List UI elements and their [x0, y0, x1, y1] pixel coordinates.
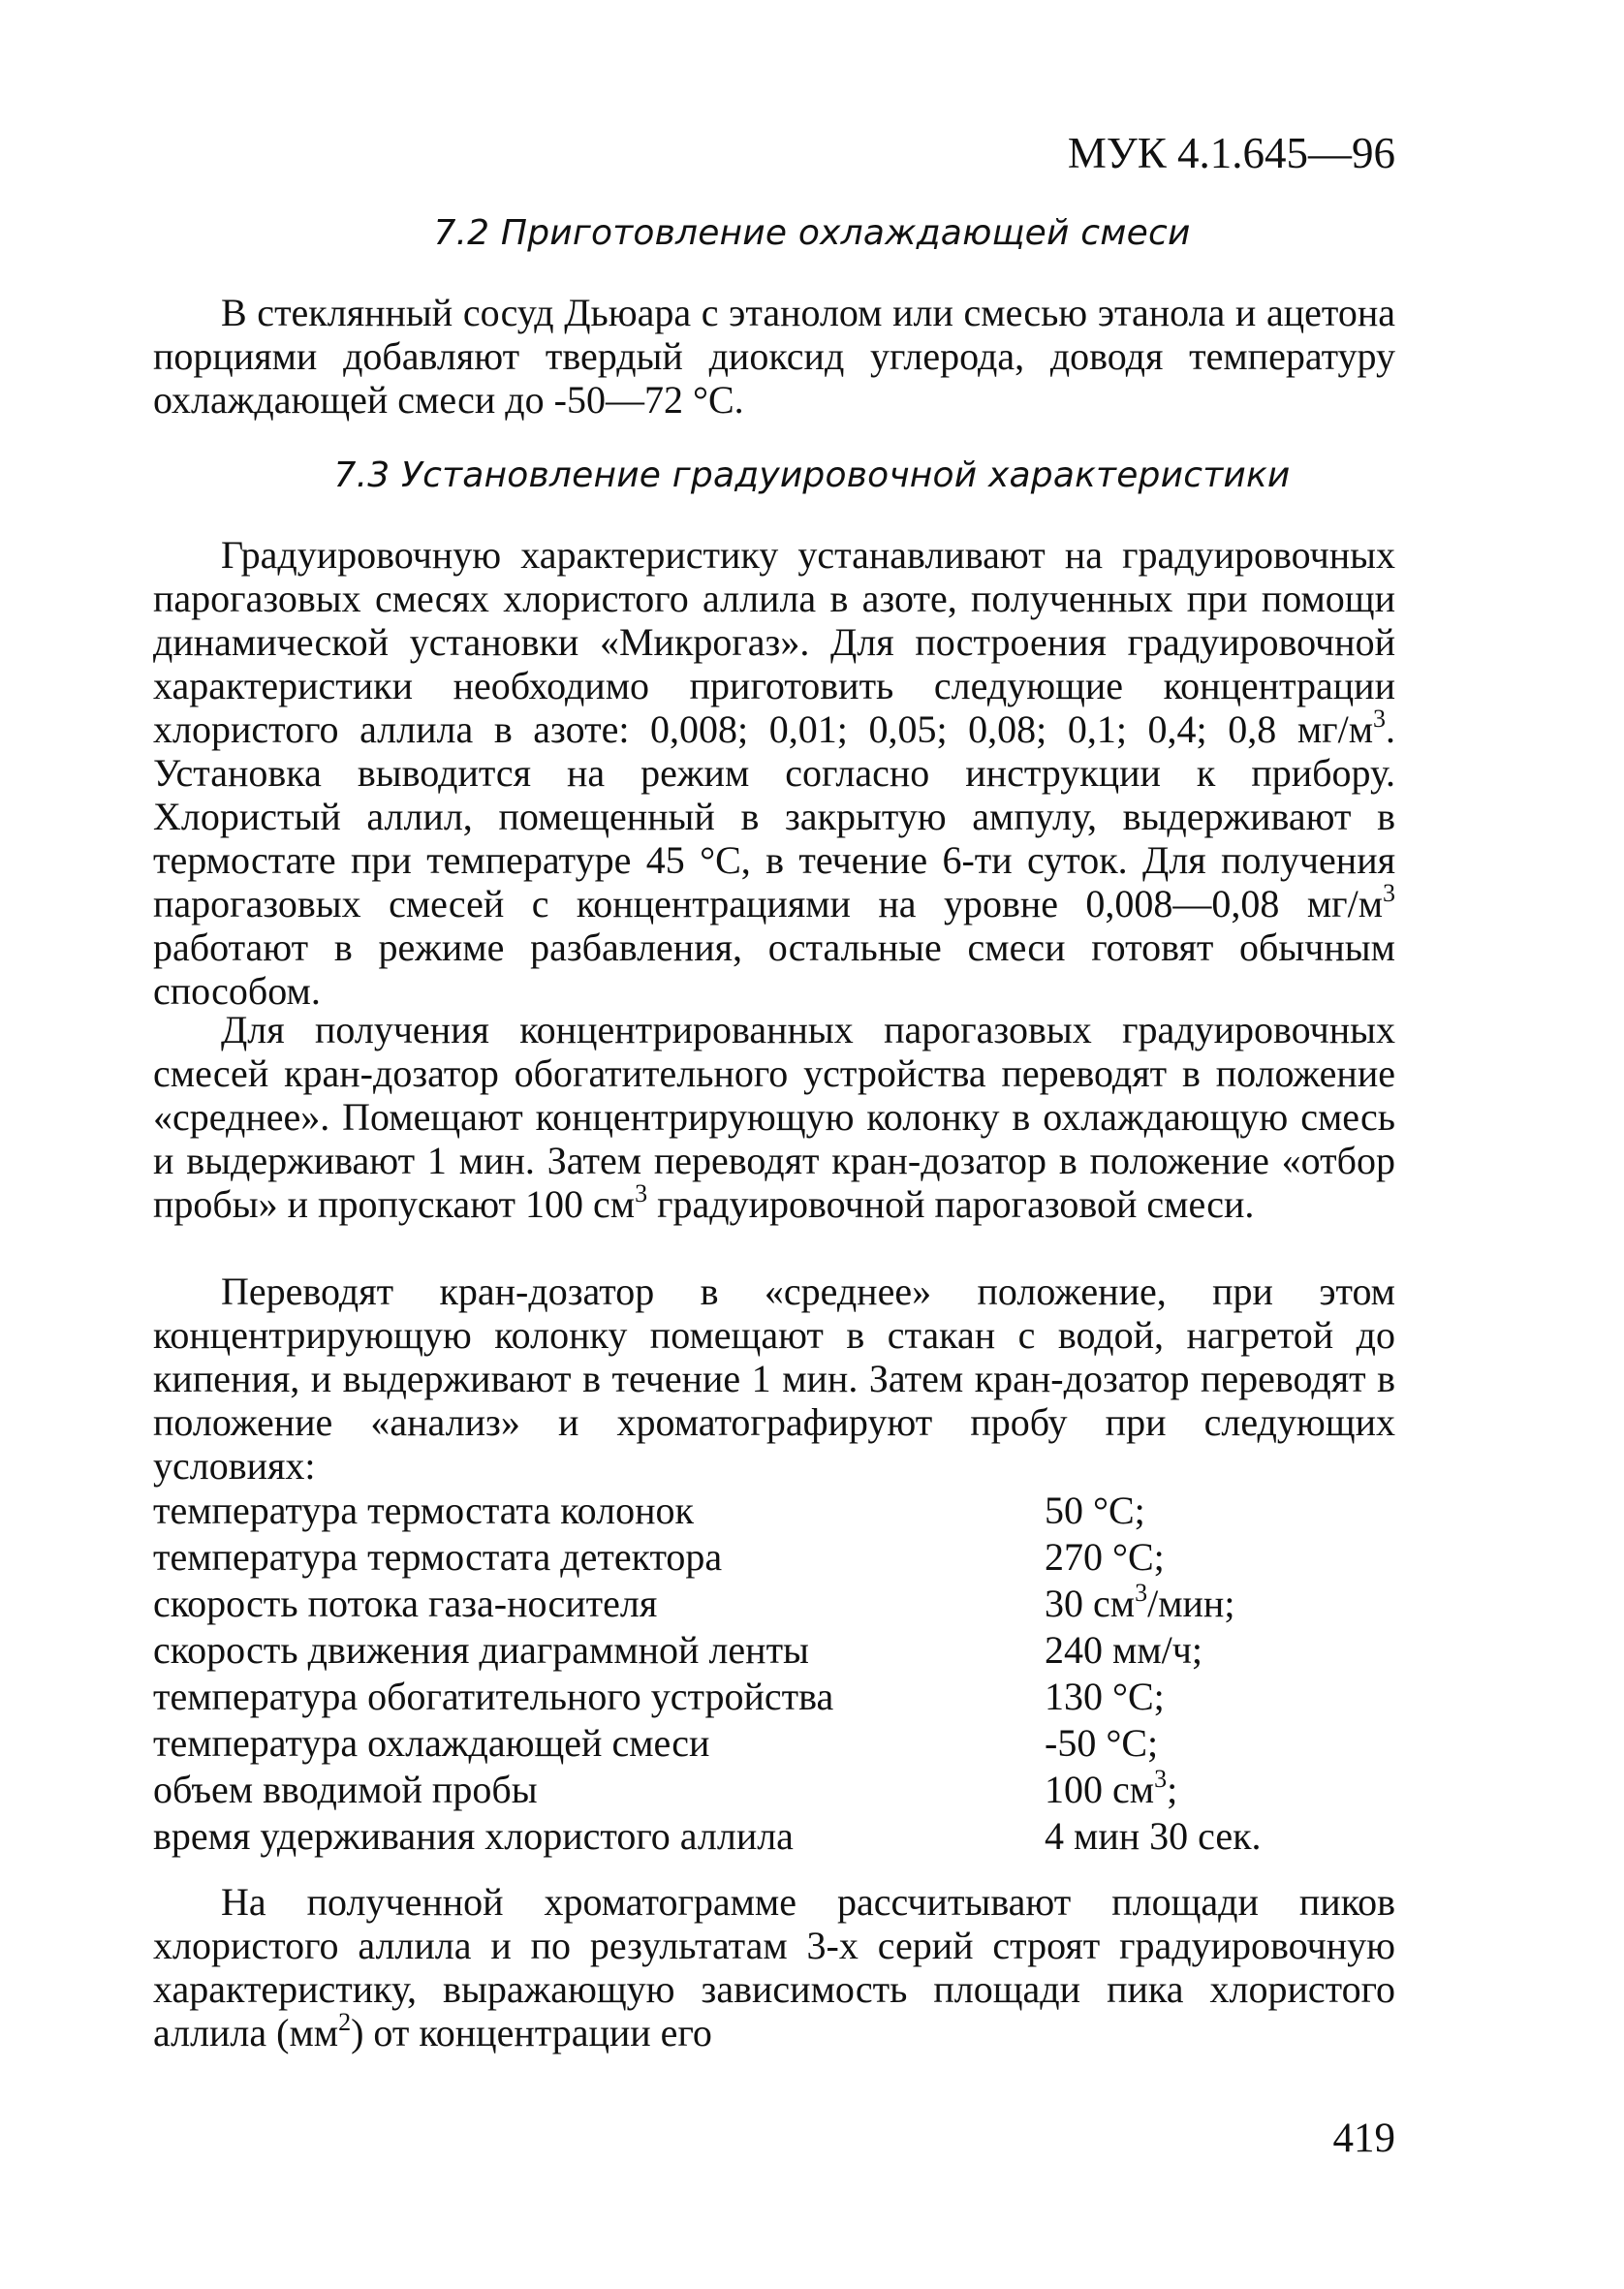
superscript: 2	[338, 2007, 352, 2036]
condition-name: скорость потока газа-носителя	[153, 1582, 658, 1625]
condition-name: объем вводимой пробы	[153, 1768, 538, 1811]
page-number: 419	[1332, 2116, 1395, 2161]
section-heading-7-2: 7.2 Приготовление охлаждающей смеси	[433, 213, 1191, 253]
conditions-table	[153, 1488, 1395, 1860]
superscript: 3	[1373, 704, 1386, 733]
section-7-2-body	[153, 291, 1395, 422]
section-heading-7-3: 7.3 Установление градуировочной характеристики	[333, 455, 1291, 495]
section-7-3-paragraph-2	[153, 1008, 1395, 1226]
condition-name: скорость движения диаграммной ленты	[153, 1628, 809, 1672]
condition-name: время удерживания хлористого аллила	[153, 1814, 794, 1858]
document-code: МУК 4.1.645—96	[1067, 129, 1395, 177]
condition-value: 30 $см^3$/мин;	[1045, 1578, 1235, 1625]
condition-value: 130 °С;	[1045, 1675, 1165, 1718]
text-run: Градуировочную характеристику устанавливают на градуировочных парогазовых смесях хлористого аллила в азоте, полученных при помощи динамической установки «Микрогаз». Для построения градуировочной характеристики необходимо приготовить следующие концентрации хлористого аллила в азоте: 0,008; 0,01; 0,05; 0,08; 0,1; 0,4; 0,8 мг/м	[153, 533, 1395, 751]
section-7-3-paragraph-1	[153, 533, 1395, 1013]
text-run: ) от концентрации его	[351, 2011, 712, 2054]
text-run: На полученной хроматограмме рассчитывают площади пиков хлористого аллила и по результатам 3-х серий строят градуировочную характеристику, выражающую зависимость площади пика хлористого аллила (мм	[153, 1880, 1395, 2054]
text-run: Для получения концентрированных парогазовых градуировочных смесей кран-дозатор обогатительного устройства переводят в положение «среднее». Помещают концентрирующую колонку в охлаждающую смесь и выдерживают 1 мин. Затем переводят кран-дозатор в положение «отбор пробы» и пропускают 100 см	[153, 1008, 1395, 1226]
condition-name: температура термостата детектора	[153, 1535, 723, 1579]
condition-row	[153, 1627, 1395, 1674]
condition-row	[153, 1488, 1395, 1534]
text-run: градуировочной парогазовой смеси.	[647, 1182, 1255, 1226]
condition-value: 240 мм/ч;	[1045, 1628, 1202, 1672]
condition-value: 50 °С;	[1045, 1489, 1145, 1532]
paragraph-peak-areas	[153, 1880, 1395, 2054]
paragraph-cooling-mixture: В стеклянный сосуд Дьюара с этанолом или смесью этанола и ацетона порциями добавляют твердый диоксид углерода, доводя температуру охлаждающей смеси до -50—72 °С.	[153, 291, 1395, 422]
section-7-3-paragraph-3	[153, 1270, 1395, 1488]
condition-row	[153, 1534, 1395, 1581]
paragraph-calibration-mixtures	[153, 533, 1395, 1013]
condition-row	[153, 1764, 1395, 1813]
superscript: 3	[1383, 878, 1395, 907]
condition-row	[153, 1578, 1395, 1627]
condition-name: температура обогатительного устройства	[153, 1675, 834, 1718]
condition-row	[153, 1813, 1395, 1860]
condition-value: 100 $см^3$;	[1045, 1764, 1178, 1811]
condition-value: 4 мин 30 сек.	[1045, 1814, 1262, 1858]
text-run: работают в режиме разбавления, остальные смеси готовят обычным способом.	[153, 925, 1395, 1013]
condition-name: температура термостата колонок	[153, 1489, 694, 1532]
paragraph-concentrated-mixtures	[153, 1008, 1395, 1226]
condition-name: температура охлаждающей смеси	[153, 1721, 710, 1765]
condition-row	[153, 1674, 1395, 1720]
section-7-3-paragraph-4	[153, 1880, 1395, 2054]
condition-value: 270 °С;	[1045, 1535, 1165, 1579]
paragraph-chromatography-intro: Переводят кран-дозатор в «среднее» положение, при этом концентрирующую колонку помещают в стакан с водой, нагретой до кипения, и выдерживают в течение 1 мин. Затем кран-дозатор переводят в положение «анализ» и хроматографируют пробу при следующих условиях:	[153, 1270, 1395, 1488]
condition-value: -50 °С;	[1045, 1721, 1159, 1765]
condition-row	[153, 1720, 1395, 1767]
superscript: 3	[635, 1178, 648, 1207]
text-run: . Установка выводится на режим согласно инструкции к прибору. Хлористый аллил, помещенный в закрытую ампулу, выдерживают в термостате при температуре 45 °С, в течение 6-ти суток. Для получения парогазовых смесей с концентрациями на уровне 0,008—0,08 мг/м	[153, 707, 1395, 925]
